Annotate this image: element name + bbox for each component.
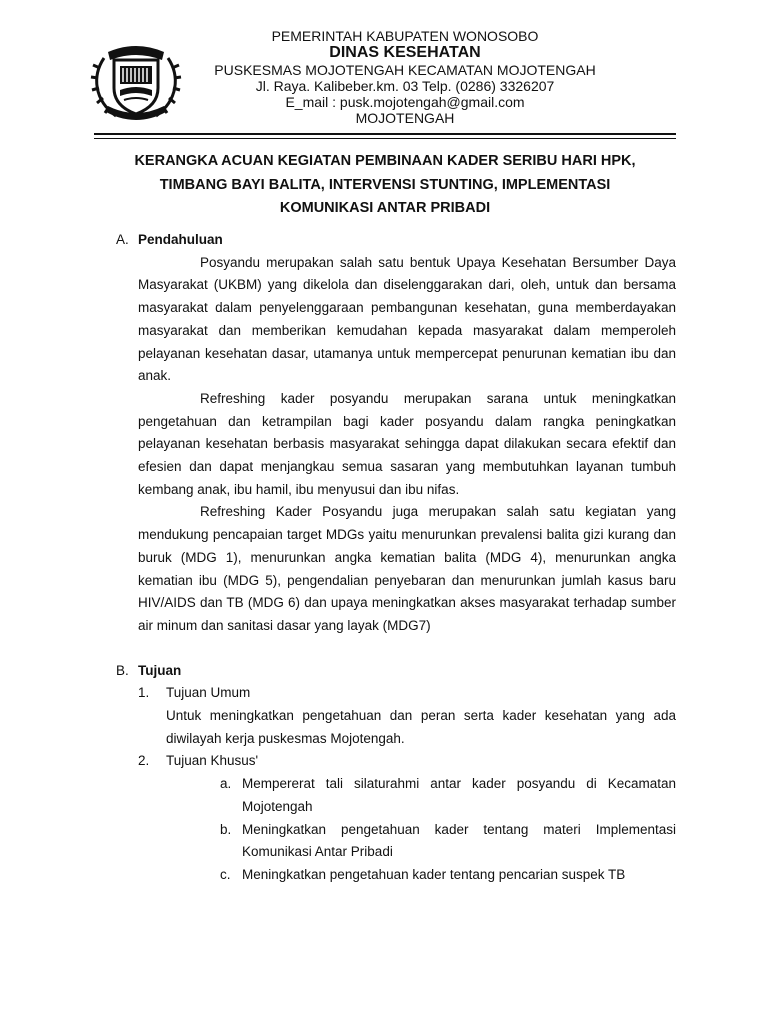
list-item-mark: c.	[220, 866, 231, 882]
goal-specific-item	[138, 750, 676, 773]
section-b-mark: B.	[116, 662, 129, 678]
letterhead-city: MOJOTENGAH	[355, 110, 455, 126]
section-a-mark: A.	[116, 232, 129, 247]
list-item	[220, 819, 676, 864]
letterhead	[180, 28, 630, 126]
goal-general-item	[138, 682, 676, 705]
letterhead-government: PEMERINTAH KABUPATEN WONOSOBO	[271, 28, 539, 44]
list-item-text: Meningkatkan pengetahuan kader tentang pencarian suspek TB	[242, 866, 626, 882]
section-a-paragraph-1: Posyandu merupakan salah satu bentuk Upaya Kesehatan Bersumber Daya Masyarakat (UKBM) yang dikelola dan diselenggarakan dari, oleh, untuk dan bersama masyarakat dalam penyelenggaraan pembangunan kesehatan, guna memberdayakan masyarakat dan memberikan kemudahan kepada masyarakat dalam memperoleh pelayanan kesehatan dasar, utamanya untuk mempercepat penurunan kematian ibu dan anak.	[138, 254, 676, 384]
list-item-text: Meningkatkan pengetahuan kader tentang materi Implementasi Komunikasi Antar Pribadi	[242, 821, 676, 860]
document-title	[96, 150, 674, 221]
list-item-text: Mempererat tali silaturahmi antar kader posyandu di Kecamatan Mojotengah	[242, 776, 676, 814]
section-b-heading	[116, 660, 676, 683]
section-a-paragraph-2: Refreshing kader posyandu merupakan sarana untuk meningkatkan pengetahuan dan ketrampilan bagi kader posyandu dalam rangka peningkatkan pelayanan kesehatan berbasis masyarakat sehingga dapat dilakukan secara efektif dan efesien dan dapat menjangkau semua sasaran yang membutuhkan layanan tumbuh kembang anak, ibu hamil, ibu menyusui dan ibu nifas.	[138, 390, 676, 497]
section-a-heading	[116, 229, 676, 252]
title-line-2: TIMBANG BAYI BALITA, INTERVENSI STUNTING, IMPLEMENTASI	[159, 176, 611, 193]
section-b-title: Tujuan	[138, 662, 182, 678]
title-line-3: KOMUNIKASI ANTAR PRIBADI	[279, 200, 491, 216]
list-item	[220, 773, 676, 818]
letterhead-puskesmas: PUSKESMAS MOJOTENGAH KECAMATAN MOJOTENGAH	[214, 62, 596, 78]
section-a-paragraph-3: Refreshing Kader Posyandu juga merupakan salah satu kegiatan yang mendukung pencapaian target MDGs yaitu menurunkan prevalensi balita gizi kurang dan buruk (MDG 1), menurunkan angka kematian balita (MDG 4), menurunkan angka kematian ibu (MDG 5), pengendalian penyebaran dan menurunkan jumlah kasus baru HIV/AIDS dan TB (MDG 6) dan upaya meningkatkan akses masyarakat terhadap sumber air minum dan sanitasi dasar yang layak (MDG7)	[138, 504, 676, 633]
title-line-1: KERANGKA ACUAN KEGIATAN PEMBINAAN KADER SERIBU HARI HPK,	[134, 153, 636, 169]
letterhead-divider-thick	[94, 133, 676, 135]
letterhead-agency: DINAS KESEHATAN	[329, 44, 481, 61]
regency-emblem-logo	[90, 38, 182, 124]
letterhead-divider-thin	[94, 138, 676, 139]
list-item	[220, 864, 676, 887]
list-item-mark: a.	[220, 776, 232, 792]
goal-general-label: Tujuan Umum	[166, 685, 251, 701]
letterhead-address: Jl. Raya. Kalibeber.km. 03 Telp. (0286) 3326207	[255, 78, 555, 94]
list-item-mark: b.	[220, 821, 232, 837]
document-body	[116, 229, 676, 887]
goal-general-text: Untuk meningkatkan pengetahuan dan peran serta kader kesehatan yang ada diwilayah kerja puskesmas Mojotengah.	[166, 708, 676, 746]
letterhead-email: E_mail : pusk.mojotengah@gmail.com	[285, 94, 525, 110]
section-a-title: Pendahuluan	[138, 232, 223, 247]
goal-specific-label: Tujuan Khusus'	[166, 753, 259, 769]
goal-specific-number: 2.	[138, 753, 150, 769]
goal-general-number: 1.	[138, 685, 150, 701]
